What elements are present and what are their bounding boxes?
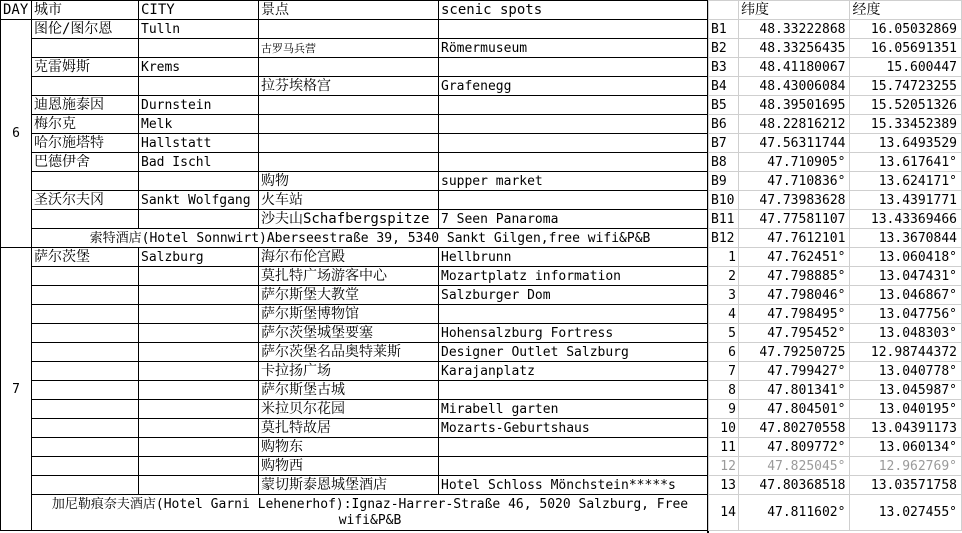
city-en-cell: Hallstatt (139, 134, 259, 153)
coord-row (709, 419, 962, 438)
spot-cn-cell: 莫扎特广场游客中心 (259, 267, 439, 286)
latitude-cell: 47.804501° (738, 400, 850, 419)
spot-cn-cell: 萨尔茨堡城堡要塞 (259, 324, 439, 343)
coord-row (709, 210, 962, 229)
spot-en-cell: Karajanplatz (439, 362, 709, 381)
longitude-cell: 16.05032869 (850, 20, 962, 39)
city-en-cell: Salzburg (139, 248, 259, 267)
latitude-cell: 47.79250725 (738, 343, 850, 362)
point-id-cell: B8 (709, 153, 739, 172)
point-id-cell: 11 (709, 438, 739, 457)
point-id-cell: 12 (709, 457, 739, 476)
spot-cn-cell: 萨尔斯堡博物馆 (259, 305, 439, 324)
latitude-cell: 48.43006084 (738, 77, 850, 96)
coord-row (709, 229, 962, 248)
spot-en-cell: Hotel Schloss Mönchstein*****s (439, 476, 709, 495)
spot-en-cell: Hohensalzburg Fortress (439, 324, 709, 343)
city-en-cell (139, 267, 259, 286)
city-cn-cell (32, 39, 139, 58)
coord-row (709, 248, 962, 267)
point-id-cell: 14 (709, 495, 739, 531)
city-en-cell (139, 343, 259, 362)
city-en-cell (139, 476, 259, 495)
longitude-cell: 13.03571758 (850, 476, 962, 495)
table-row (1, 286, 709, 305)
table-row (1, 438, 709, 457)
longitude-cell: 16.05691351 (850, 39, 962, 58)
longitude-cell: 15.74723255 (850, 77, 962, 96)
longitude-cell: 13.047756° (850, 305, 962, 324)
city-cn-cell (32, 210, 139, 229)
city-cn-cell: 圣沃尔夫冈 (32, 191, 139, 210)
latitude-cell: 47.80368518 (738, 476, 850, 495)
coord-row (709, 172, 962, 191)
day-cell: 7 (1, 248, 32, 531)
city-cn-cell (32, 362, 139, 381)
spot-cn-cell: 古罗马兵营 (259, 39, 439, 58)
hotel-cell: 索特酒店(Hotel Sonnwirt)Aberseestraße 39, 5340 Sankt Gilgen,free wifi&P&B (32, 229, 709, 248)
coord-row (709, 153, 962, 172)
spot-en-cell (439, 381, 709, 400)
longitude-cell: 12.98744372 (850, 343, 962, 362)
table-row (1, 39, 709, 58)
city-en-cell (139, 362, 259, 381)
point-id-cell: B5 (709, 96, 739, 115)
city-cn-cell: 迪恩施泰因 (32, 96, 139, 115)
header-spot-cn: 景点 (259, 1, 439, 20)
city-cn-cell: 克雷姆斯 (32, 58, 139, 77)
coord-row (709, 362, 962, 381)
city-cn-cell (32, 457, 139, 476)
header-lon: 经度 (850, 1, 962, 20)
latitude-cell: 47.811602° (738, 495, 850, 531)
spot-en-cell: Grafenegg (439, 77, 709, 96)
coord-row (709, 96, 962, 115)
coord-row (709, 20, 962, 39)
table-row (1, 362, 709, 381)
table-row (1, 210, 709, 229)
coord-row (709, 77, 962, 96)
city-cn-cell (32, 172, 139, 191)
longitude-cell: 15.52051326 (850, 96, 962, 115)
city-en-cell (139, 77, 259, 96)
table-row (1, 400, 709, 419)
spot-cn-cell: 蒙切斯泰恩城堡酒店 (259, 476, 439, 495)
table-row (1, 229, 709, 248)
spot-cn-cell: 萨尔斯堡大教堂 (259, 286, 439, 305)
city-en-cell (139, 438, 259, 457)
table-row (1, 115, 709, 134)
latitude-cell: 47.798046° (738, 286, 850, 305)
spot-en-cell: supper market (439, 172, 709, 191)
city-cn-cell: 萨尔茨堡 (32, 248, 139, 267)
latitude-cell: 48.33222868 (738, 20, 850, 39)
city-cn-cell: 哈尔施塔特 (32, 134, 139, 153)
spot-en-cell (439, 20, 709, 39)
spot-cn-cell (259, 153, 439, 172)
spot-en-cell: 7 Seen Panaroma (439, 210, 709, 229)
coordinates-table (708, 0, 962, 531)
longitude-cell: 13.060418° (850, 248, 962, 267)
city-en-cell: Sankt Wolfgang (139, 191, 259, 210)
spot-cn-cell: 购物 (259, 172, 439, 191)
spot-en-cell: Mozartplatz information (439, 267, 709, 286)
spot-en-cell: Mozarts-Geburtshaus (439, 419, 709, 438)
city-en-cell (139, 210, 259, 229)
point-id-cell: B1 (709, 20, 739, 39)
point-id-cell: 6 (709, 343, 739, 362)
point-id-cell: B6 (709, 115, 739, 134)
header-row (1, 1, 709, 20)
point-id-cell: 2 (709, 267, 739, 286)
spot-cn-cell (259, 115, 439, 134)
city-cn-cell (32, 77, 139, 96)
latitude-cell: 47.710905° (738, 153, 850, 172)
spot-cn-cell: 海尔布伦宫殿 (259, 248, 439, 267)
point-id-cell: 5 (709, 324, 739, 343)
table-row (1, 324, 709, 343)
latitude-cell: 47.809772° (738, 438, 850, 457)
longitude-cell: 13.027455° (850, 495, 962, 531)
city-cn-cell: 梅尔克 (32, 115, 139, 134)
table-row (1, 343, 709, 362)
spot-en-cell: Designer Outlet Salzburg (439, 343, 709, 362)
city-cn-cell (32, 267, 139, 286)
spot-cn-cell: 莫扎特故居 (259, 419, 439, 438)
longitude-cell: 13.04391173 (850, 419, 962, 438)
spot-en-cell (439, 115, 709, 134)
table-row (1, 305, 709, 324)
longitude-cell: 13.045987° (850, 381, 962, 400)
header-point (709, 1, 739, 20)
coord-row (709, 476, 962, 495)
latitude-cell: 47.710836° (738, 172, 850, 191)
table-row (1, 248, 709, 267)
city-cn-cell: 巴德伊舍 (32, 153, 139, 172)
table-row (1, 191, 709, 210)
spot-en-cell (439, 58, 709, 77)
hotel-cell: 加尼勒痕奈夫酒店(Hotel Garni Lehenerhof):Ignaz-Harrer-Straße 46, 5020 Salzburg, Free wifi&P&B (32, 495, 709, 531)
spot-cn-cell (259, 96, 439, 115)
longitude-cell: 13.046867° (850, 286, 962, 305)
day-cell: 6 (1, 20, 32, 248)
spot-cn-cell (259, 134, 439, 153)
longitude-cell: 13.4391771 (850, 191, 962, 210)
spot-en-cell: Hellbrunn (439, 248, 709, 267)
latitude-cell: 47.799427° (738, 362, 850, 381)
header-city-en: CITY (139, 1, 259, 20)
header-lat: 纬度 (738, 1, 850, 20)
spot-cn-cell (259, 58, 439, 77)
city-en-cell (139, 305, 259, 324)
longitude-cell: 13.6493529 (850, 134, 962, 153)
city-cn-cell (32, 343, 139, 362)
city-cn-cell (32, 419, 139, 438)
latitude-cell: 47.762451° (738, 248, 850, 267)
header-city-cn: 城市 (32, 1, 139, 20)
header-spot-en: scenic spots (439, 1, 709, 20)
table-row (1, 476, 709, 495)
table-row (1, 58, 709, 77)
city-en-cell: Durnstein (139, 96, 259, 115)
spot-cn-cell: 米拉贝尔花园 (259, 400, 439, 419)
point-id-cell: B9 (709, 172, 739, 191)
spot-en-cell: Römermuseum (439, 39, 709, 58)
point-id-cell: B7 (709, 134, 739, 153)
longitude-cell: 13.047431° (850, 267, 962, 286)
coord-row (709, 438, 962, 457)
point-id-cell: 1 (709, 248, 739, 267)
latitude-cell: 47.77581107 (738, 210, 850, 229)
spot-en-cell: Salzburger Dom (439, 286, 709, 305)
point-id-cell: 3 (709, 286, 739, 305)
point-id-cell: B11 (709, 210, 739, 229)
coord-row (709, 495, 962, 531)
spot-en-cell (439, 457, 709, 476)
spot-cn-cell: 火车站 (259, 191, 439, 210)
point-id-cell: 7 (709, 362, 739, 381)
spot-en-cell (439, 153, 709, 172)
longitude-cell: 13.3670844 (850, 229, 962, 248)
latitude-cell: 47.73983628 (738, 191, 850, 210)
point-id-cell: B2 (709, 39, 739, 58)
coord-row (709, 305, 962, 324)
latitude-cell: 47.795452° (738, 324, 850, 343)
city-cn-cell (32, 286, 139, 305)
longitude-cell: 15.600447 (850, 58, 962, 77)
point-id-cell: 10 (709, 419, 739, 438)
longitude-cell: 13.040778° (850, 362, 962, 381)
longitude-cell: 13.048303° (850, 324, 962, 343)
spot-en-cell (439, 191, 709, 210)
city-en-cell: Krems (139, 58, 259, 77)
spot-cn-cell (259, 20, 439, 39)
table-row (1, 20, 709, 39)
coord-row (709, 457, 962, 476)
point-id-cell: 9 (709, 400, 739, 419)
longitude-cell: 15.33452389 (850, 115, 962, 134)
city-en-cell (139, 172, 259, 191)
longitude-cell: 13.617641° (850, 153, 962, 172)
spot-cn-cell: 购物东 (259, 438, 439, 457)
coord-row (709, 286, 962, 305)
coord-row (709, 58, 962, 77)
coord-row (709, 115, 962, 134)
latitude-cell: 47.798885° (738, 267, 850, 286)
header-day: DAY (1, 1, 32, 20)
coord-row (709, 400, 962, 419)
spot-en-cell (439, 305, 709, 324)
table-row (1, 96, 709, 115)
latitude-cell: 47.56311744 (738, 134, 850, 153)
city-cn-cell (32, 400, 139, 419)
coord-row (709, 381, 962, 400)
table-row (1, 457, 709, 476)
latitude-cell: 47.7612101 (738, 229, 850, 248)
point-id-cell: 4 (709, 305, 739, 324)
city-cn-cell (32, 476, 139, 495)
city-cn-cell (32, 305, 139, 324)
table-row (1, 381, 709, 400)
spot-en-cell (439, 438, 709, 457)
spot-en-cell: Mirabell garten (439, 400, 709, 419)
spot-en-cell (439, 134, 709, 153)
spot-cn-cell: 卡拉扬广场 (259, 362, 439, 381)
city-en-cell: Melk (139, 115, 259, 134)
spot-cn-cell: 购物西 (259, 457, 439, 476)
table-row (1, 495, 709, 531)
spot-cn-cell: 拉芬埃格宫 (259, 77, 439, 96)
point-id-cell: 8 (709, 381, 739, 400)
table-row (1, 153, 709, 172)
spot-cn-cell: 萨尔斯堡古城 (259, 381, 439, 400)
city-cn-cell (32, 438, 139, 457)
latitude-cell: 48.39501695 (738, 96, 850, 115)
longitude-cell: 12.962769° (850, 457, 962, 476)
latitude-cell: 48.33256435 (738, 39, 850, 58)
latitude-cell: 48.22816212 (738, 115, 850, 134)
coord-row (709, 191, 962, 210)
latitude-cell: 47.801341° (738, 381, 850, 400)
city-en-cell (139, 324, 259, 343)
coord-row (709, 267, 962, 286)
table-row (1, 134, 709, 153)
city-en-cell (139, 457, 259, 476)
point-id-cell: 13 (709, 476, 739, 495)
longitude-cell: 13.43369466 (850, 210, 962, 229)
longitude-cell: 13.040195° (850, 400, 962, 419)
spot-cn-cell: 沙夫山Schafbergspitze (259, 210, 439, 229)
point-id-cell: B10 (709, 191, 739, 210)
coord-row (709, 343, 962, 362)
coord-row (709, 39, 962, 58)
spot-en-cell (439, 96, 709, 115)
coord-header-row (709, 1, 962, 20)
point-id-cell: B4 (709, 77, 739, 96)
coord-row (709, 134, 962, 153)
city-cn-cell: 图伦/图尔恩 (32, 20, 139, 39)
table-row (1, 77, 709, 96)
city-en-cell (139, 286, 259, 305)
table-row (1, 419, 709, 438)
coord-row (709, 324, 962, 343)
latitude-cell: 47.80270558 (738, 419, 850, 438)
table-row (1, 267, 709, 286)
table-row (1, 172, 709, 191)
longitude-cell: 13.060134° (850, 438, 962, 457)
city-en-cell: Bad Ischl (139, 153, 259, 172)
city-cn-cell (32, 381, 139, 400)
city-en-cell (139, 39, 259, 58)
latitude-cell: 47.798495° (738, 305, 850, 324)
city-en-cell (139, 381, 259, 400)
city-en-cell: Tulln (139, 20, 259, 39)
latitude-cell: 47.825045° (738, 457, 850, 476)
city-en-cell (139, 419, 259, 438)
latitude-cell: 48.41180067 (738, 58, 850, 77)
longitude-cell: 13.624171° (850, 172, 962, 191)
point-id-cell: B3 (709, 58, 739, 77)
spot-cn-cell: 萨尔茨堡名品奥特莱斯 (259, 343, 439, 362)
city-cn-cell (32, 324, 139, 343)
point-id-cell: B12 (709, 229, 739, 248)
city-en-cell (139, 400, 259, 419)
